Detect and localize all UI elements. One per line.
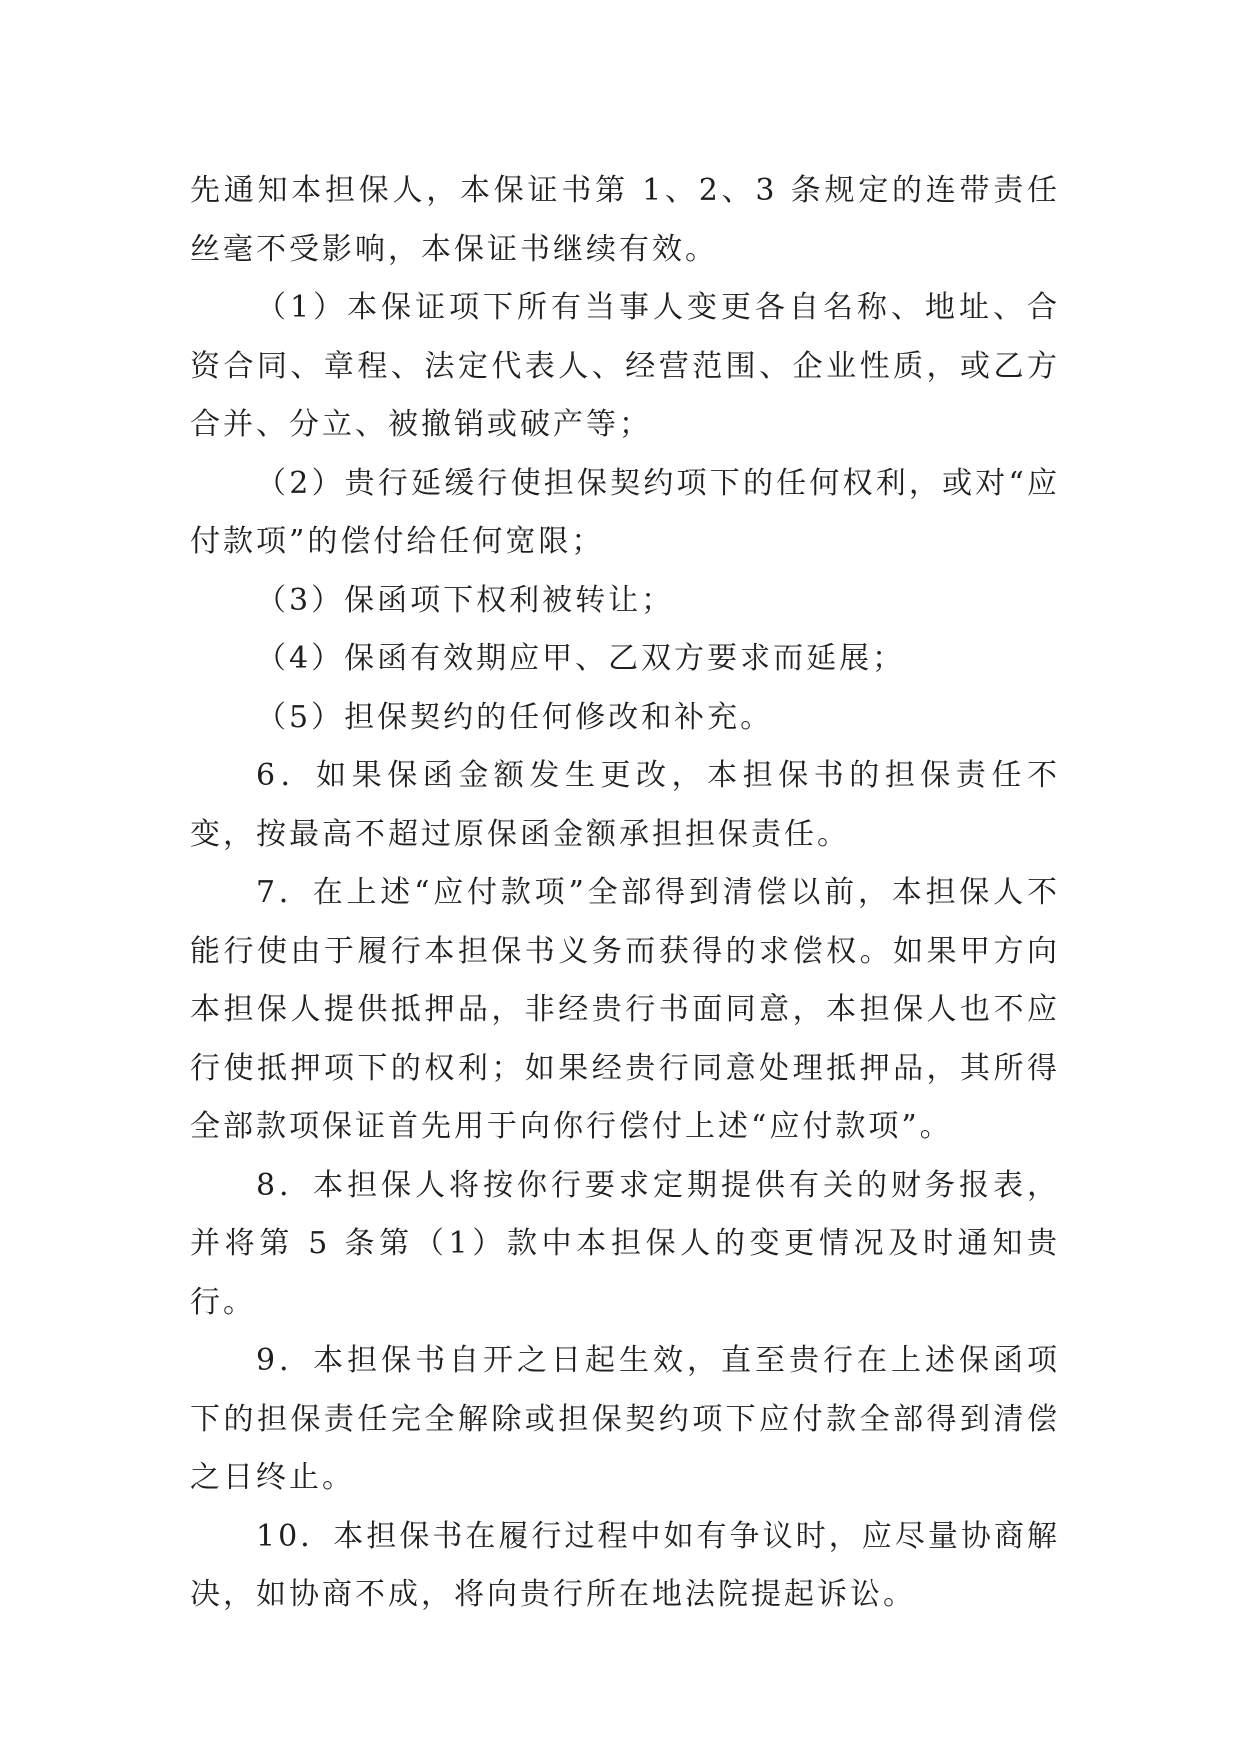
paragraph-continuation: 先通知本担保人，本保证书第 1、2、3 条规定的连带责任丝毫不受影响，本保证书继续有效。 — [190, 173, 1060, 267]
article-9: 9．本担保书自开之日起生效，直至贵行在上述保函项下的担保责任完全解除或担保契约项下应付款全部得到清偿之日终止。 — [190, 1343, 1060, 1495]
article-7: 7．在上述“应付款项”全部得到清偿以前，本担保人不能行使由于履行本担保书义务而获得的求偿权。如果甲方向本担保人提供抵押品，非经贵行书面同意，本担保人也不应行使抵押项下的权利；如果经贵行同意处理抵押品，其所得全部款项保证首先用于向你行偿付上述“应付款项”。 — [190, 875, 1060, 1144]
clause-item-5: （5）担保契约的任何修改和补充。 — [256, 699, 774, 735]
clause-item-3: （3）保函项下权利被转让； — [256, 582, 675, 618]
article-10: 10．本担保书在履行过程中如有争议时，应尽量协商解决，如协商不成，将向贵行所在地法院提起诉讼。 — [190, 1518, 1060, 1612]
clause-item-1: （1）本保证项下所有当事人变更各自名称、地址、合资合同、章程、法定代表人、经营范围、企业性质，或乙方合并、分立、被撤销或破产等； — [190, 290, 1060, 442]
article-8: 8．本担保人将按你行要求定期提供有关的财务报表，并将第 5 条第（1）款中本担保人的变更情况及时通知贵行。 — [190, 1167, 1060, 1320]
document-body — [190, 162, 1060, 1625]
clause-item-2: （2）贵行延缓行使担保契约项下的任何权利，或对“应付款项”的偿付给任何宽限； — [190, 465, 1060, 559]
clause-item-4: （4）保函有效期应甲、乙双方要求而延展； — [256, 641, 906, 676]
article-6: 6．如果保函金额发生更改，本担保书的担保责任不变，按最高不超过原保函金额承担担保责任。 — [190, 758, 1060, 852]
